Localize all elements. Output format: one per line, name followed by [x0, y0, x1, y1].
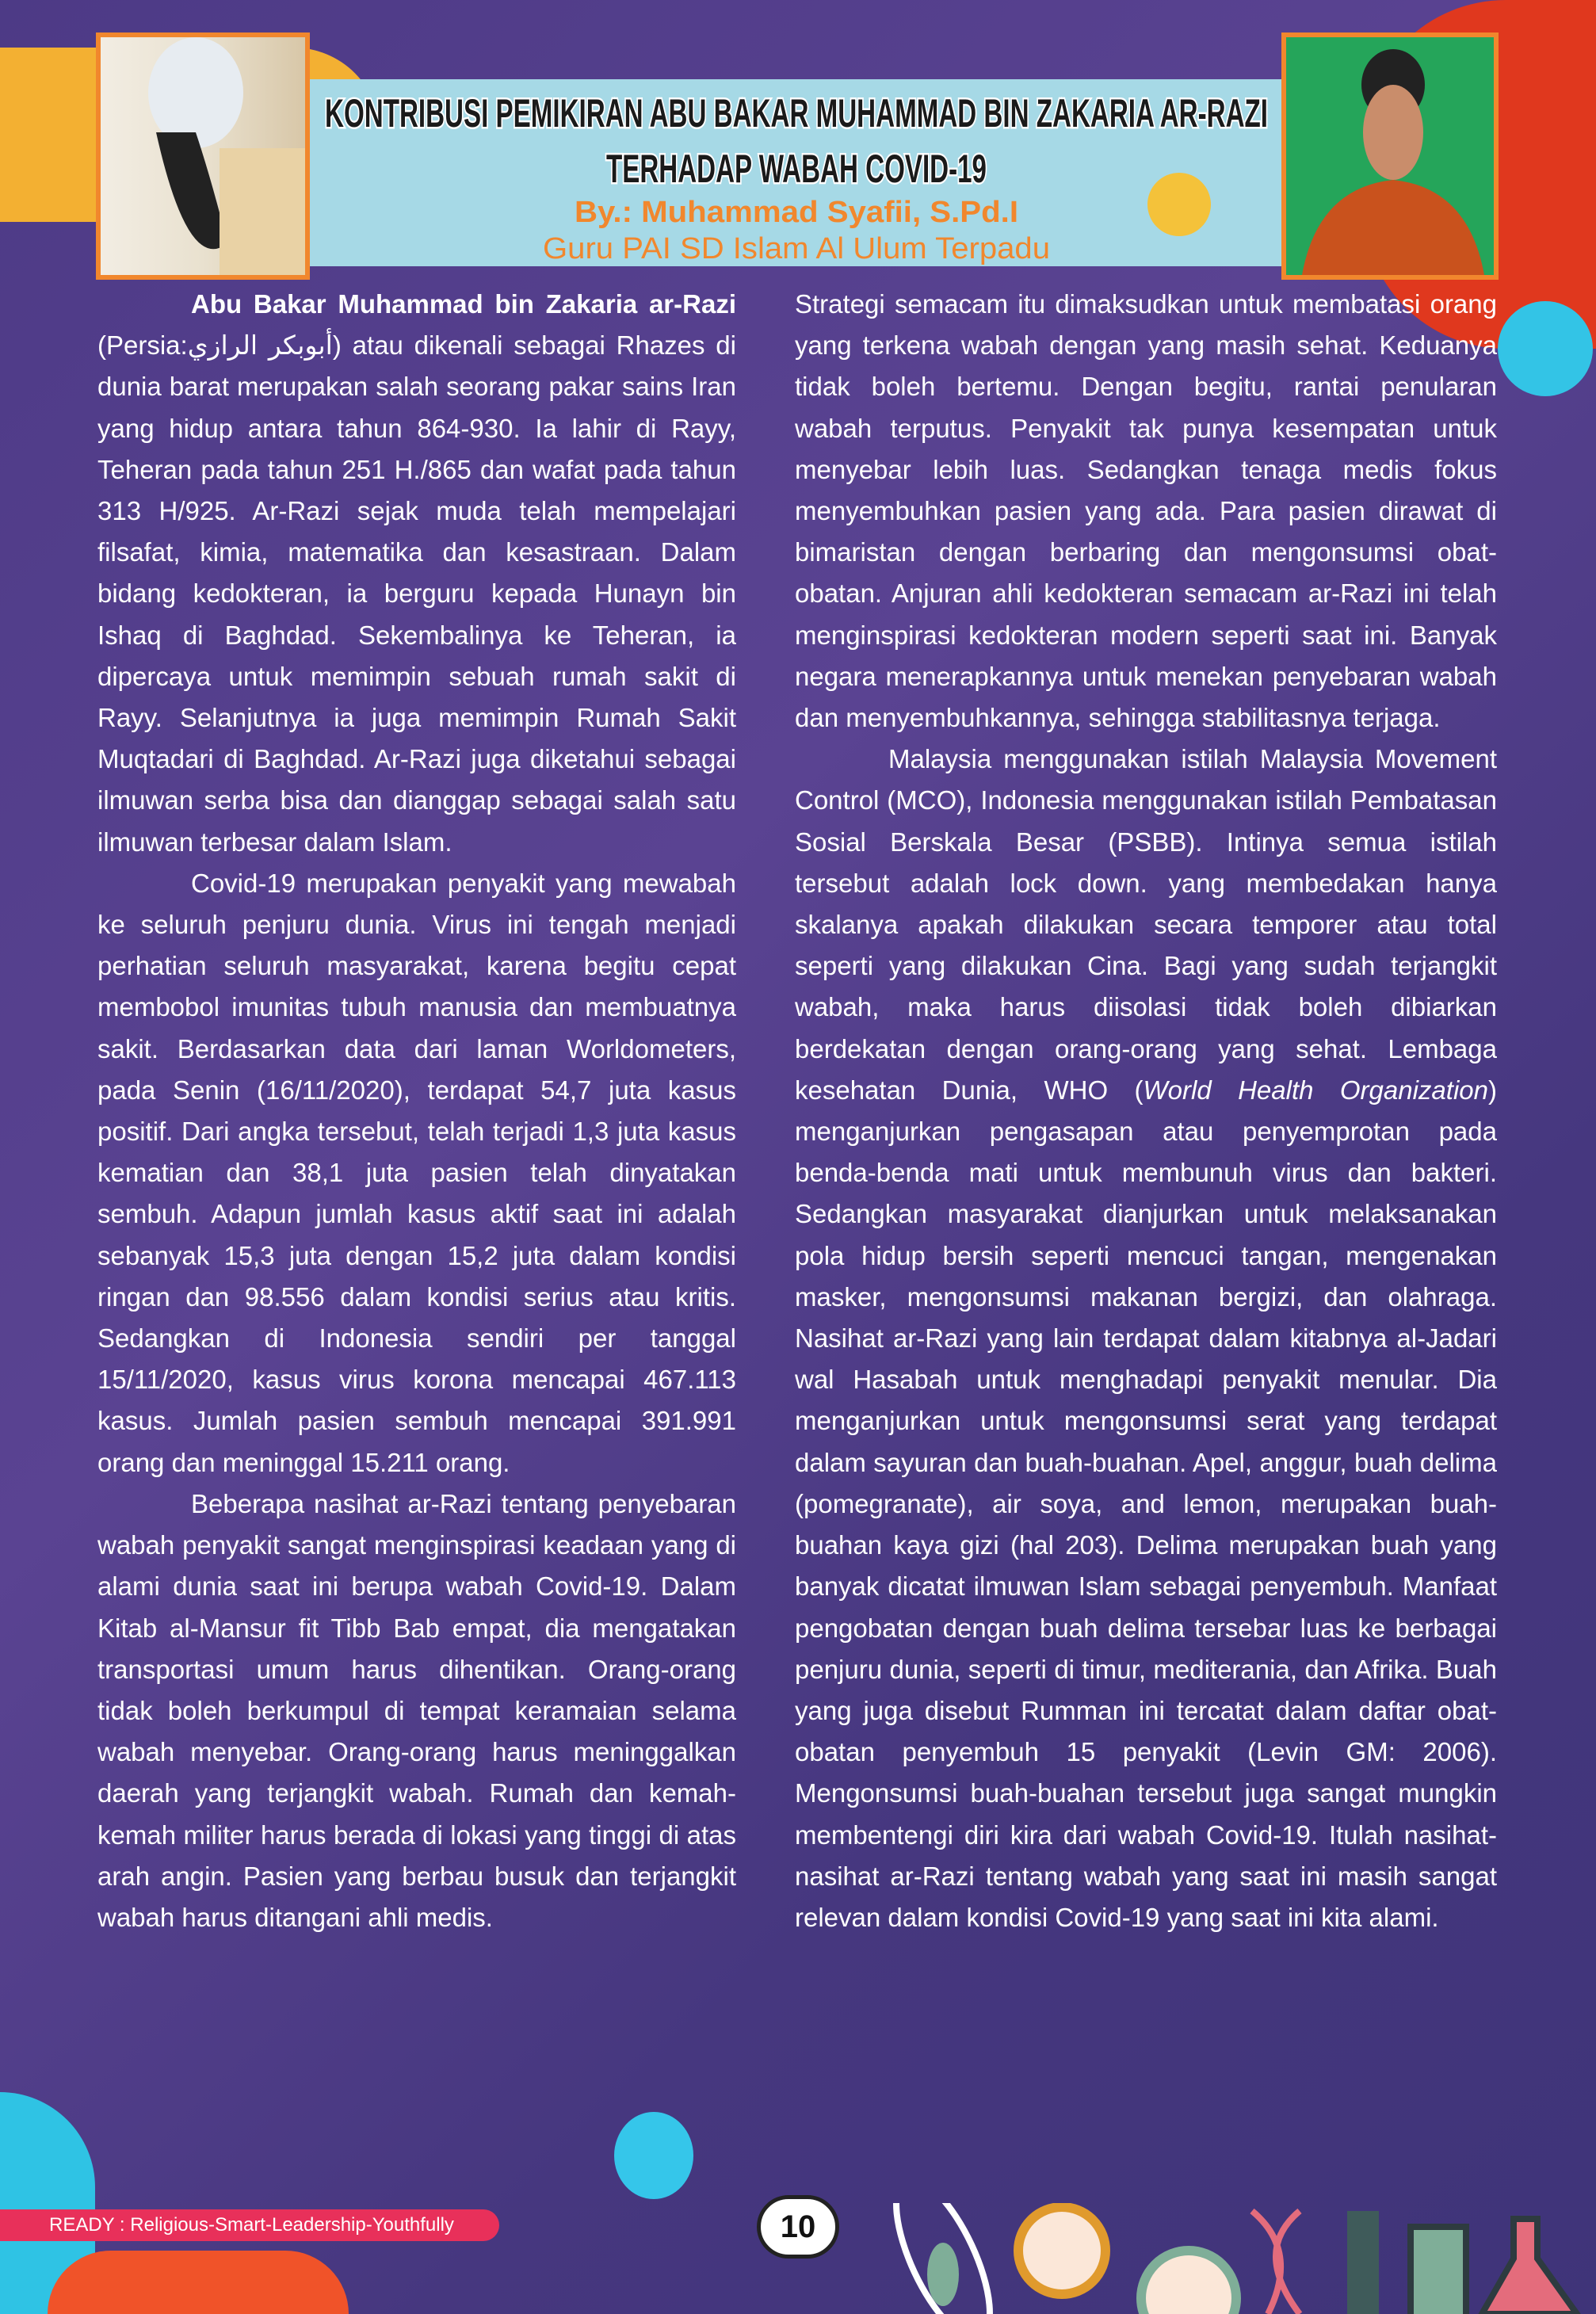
dropper-icon — [1347, 2211, 1379, 2314]
dna-icon — [1252, 2211, 1300, 2314]
decor-orange-bottom — [48, 2251, 349, 2314]
paragraph-strategy: Strategi semacam itu dimaksudkan untuk membatasi orang yang terkena wabah dengan yang masih sehat. Keduanya tidak boleh bertemu. Dengan begitu, rantai penularan wabah terputus. Penyakit tak punya kesempatan untuk menyebar lebih luas. Sedangkan tenaga medis fokus menyembuhkan pasien yang ada. Para pasien dirawat di bimaristan dengan berbaring dan mengonsumsi obat-obatan. Anjuran ahli kedokteran semacam ar-Razi ini telah menginspirasi kedokteran modern seperti saat ini. Banyak negara menerapkannya untuk menekan penyebaran wabah dan menyembuhkannya, sehingga stabilitasnya terjaga. — [795, 289, 1497, 733]
page-number: 10 — [757, 2195, 839, 2259]
author-photo — [1281, 32, 1499, 280]
paragraph-covid: Covid-19 merupakan penyakit yang mewabah ke seluruh penjuru dunia. Virus ini tengah menjadi perhatian seluruh masyarakat, karena begitu cepat membobol imunitas tubuh manusia dan membuatnya sakit. Berdasarkan data dari laman Worldometers, pada Senin (16/11/2020), terdapat 54,7 juta kasus positif. Dari angka tersebut, telah terjadi 1,3 juta kasus kematian dan 38,1 juta pasien telah dinyatakan sembuh. Adapun jumlah kasus aktif saat ini adalah sebanyak 15,3 juta dengan 15,2 juta dalam kondisi ringan dan 98.556 dalam kondisi serius atau kritis. Sedangkan di Indonesia sendiri per tanggal 15/11/2020, kasus virus korona mencapai 467.113 kasus. Jumlah pasien sembuh mencapai 391.991 orang dan meninggal 15.211 orang. — [97, 868, 736, 1477]
intro-bold-name: Abu Bakar Muhammad bin Zakaria ar-Razi — [191, 289, 736, 319]
author-name: By.: Muhammad Syafii, S.Pd.I — [575, 196, 1018, 229]
tagline-banner: READY : Religious-Smart-Leadership-Youthfully — [0, 2209, 499, 2241]
flask-icon — [1482, 2219, 1577, 2314]
who-fullname: World Health Organization — [1143, 1075, 1488, 1105]
lockdown-text-a: Malaysia menggunakan istilah Malaysia Movement Control (MCO), Indonesia menggunakan istilah Pembatasan Sosial Berskala Besar (PSBB). Intinya semua istilah tersebut adalah lock down. yang membedakan hanya skalanya apakah dilakukan secara temporer atau total seperti yang dilakukan Cina. Bagi yang sudah terjangkit wabah, maka harus diisolasi tidak boleh dibiarkan berdekatan dengan orang-orang yang sehat. Lembaga kesehatan Dunia, WHO ( — [795, 744, 1497, 1105]
paragraph-lockdown — [795, 739, 1497, 1938]
intro-text: (Persia:أبوبكر الرازي) atau dikenali sebagai Rhazes di dunia barat merupakan salah seorang pakar sains Iran yang hidup antara tahun 864-930. Ia lahir di Rayy, Teheran pada tahun 251 H./865 dan wafat pada tahun 313 H/925. Ar-Razi sejak muda telah mempelajari filsafat, kimia, matematika dan kesastraan. Dalam bidang kedokteran, ia berguru kepada Hunayn bin Ishaq di Baghdad. Sekembalinya ke Teheran, ia dipercaya untuk memimpin sebuah rumah sakit di Rayy. Selanjutnya ia juga memimpin Rumah Sakit Muqtadari di Baghdad. Ar-Razi juga diketahui sebagai ilmuwan serba bisa dan dianggap sebagai salah satu ilmuwan terbesar dalam Islam. — [97, 330, 736, 857]
lockdown-text-b: ) menganjurkan pengasapan atau penyemprotan pada benda-benda mati untuk membunuh virus dan bakteri. Sedangkan masyarakat dianjurkan untuk melaksanakan pola hidup bersih seperti mencuci tangan, mengenakan masker, mengonsumsi makanan bergizi, dan olahraga. Nasihat ar-Razi yang lain terdapat dalam kitabnya al-Jadari wal Hasabah untuk menghadapi penyakit menular. Dia menganjurkan untuk mengonsumsi serat yang terdapat dalam sayuran dan buah-buahan. Apel, anggur, buah delima (pomegranate), air soya, and lemon, merupakan buah-buahan kaya gizi (hal 203). Delima merupakan buah yang banyak dicatat ilmuwan Islam sebagai penyembuh. Manfaat pengobatan dengan buah delima tersebar luas ke berbagai penjuru dunia, seperti di timur, mediterania, dan Afrika. Buah yang juga disebut Rumman ini tercatat dalam daftar obat-obatan penyembuh 15 penyakit (Levin GM: 2006). Mengonsumsi buah-buahan tersebut juga sangat mungkin membentengi diri kira dari wabah Covid-19. Itulah nasihat-nasihat ar-Razi tentang wabah yang saat ini masih sangat relevan dalam kondisi Covid-19 yang saat ini kita alami. — [795, 1075, 1497, 1932]
author-role: Guru PAI SD Islam Al Ulum Terpadu — [543, 232, 1050, 265]
decor-cyan-circle — [1498, 301, 1593, 396]
decor-cyan-small — [614, 2112, 693, 2199]
test-tube-icon — [1411, 2227, 1466, 2314]
science-illustration — [856, 2203, 1596, 2314]
magnifier-icon — [1018, 2207, 1105, 2294]
paragraph-advice: Beberapa nasihat ar-Razi tentang penyebaran wabah penyakit sangat menginspirasi keadaan yang di alami dunia saat ini berupa wabah Covid-19. Dalam Kitab al-Mansur fit Tibb Bab empat, dia mengatakan transportasi umum harus dihentikan. Orang-orang tidak boleh berkumpul di tempat keramaian selama wabah menyebar. Orang-orang harus meninggalkan daerah yang terjangkit wabah. Rumah dan kemah-kemah militer harus berada di lokasi yang tinggi di atas arah angin. Pasien yang berbau busuk dan terjangkit wabah harus ditangani ahli medis. — [97, 1488, 736, 1932]
left-column — [97, 284, 736, 1938]
article-title-line2: TERHADAP WABAH COVID-19 — [606, 147, 987, 191]
paragraph-intro — [97, 284, 736, 863]
header-text — [317, 82, 1276, 265]
petri-dish-icon — [1141, 2251, 1236, 2314]
right-column — [795, 284, 1497, 1938]
article-title-line1: KONTRIBUSI PEMIKIRAN ABU BAKAR MUHAMMAD BIN ZAKARIA AR-RAZI — [325, 91, 1268, 136]
ar-razi-portrait — [96, 32, 310, 280]
